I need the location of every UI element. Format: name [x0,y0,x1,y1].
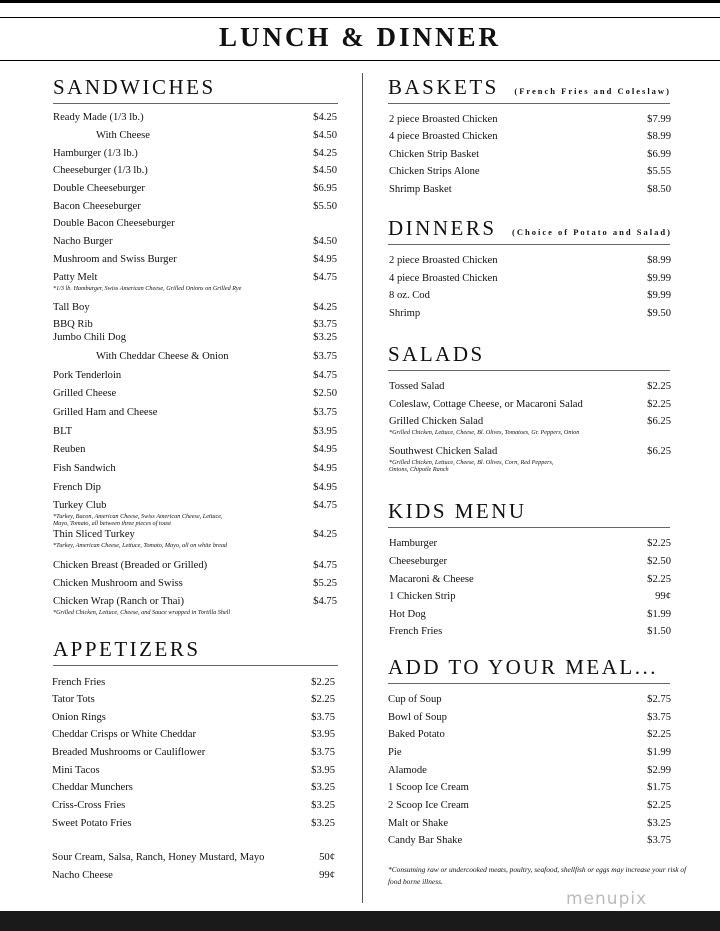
appetizers-item-name: Breaded Mushrooms or Cauliflower [52,747,206,758]
sandwiches-item-name: Double Cheeseburger [53,183,145,194]
sandwiches-heading: SANDWICHES [53,75,216,99]
appetizers-item-name: French Fries [52,677,106,688]
baskets-item-name: 4 piece Broasted Chicken [389,131,498,142]
salads-item-price: $2.25 [647,399,671,410]
kids-rule [388,527,670,528]
appetizers-rule [53,665,338,666]
appetizers-item-name: Nacho Cheese [52,870,113,881]
sandwiches-item-price: $4.50 [313,130,337,141]
sandwiches-item-price: $3.95 [313,426,337,437]
sandwiches-item-name: Chicken Breast (Breaded or Grilled) [53,560,208,571]
addons-item-name: Malt or Shake [388,818,449,829]
addons-item-name: Cup of Soup [388,694,442,705]
addons-item-name: Bowl of Soup [388,712,447,723]
salads-item-name: Tossed Salad [389,381,445,392]
addons-item-name: 2 Scoop Ice Cream [388,800,469,811]
salads-item-note: Onions, Chipotle Ranch [389,466,449,473]
kids-item-name: 1 Chicken Strip [389,591,456,602]
dinners-item-price: $9.99 [647,290,671,301]
dinners-heading [388,216,672,241]
baskets-rule [388,103,670,104]
page-title: LUNCH & DINNER [218,22,501,52]
dinners-item-name: 2 piece Broasted Chicken [389,255,498,266]
watermark-logo: menupix [566,889,648,909]
sandwiches-item-name: Pork Tenderloin [53,370,122,381]
dinners-rule [388,244,670,245]
sandwiches-item-price: $6.95 [313,183,337,194]
baskets-item-price: $7.99 [647,114,671,125]
addons-item-price: $2.99 [647,765,671,776]
addons-item-price: $2.25 [647,800,671,811]
addons-item-name: Alamode [388,765,427,776]
dinners-item-price: $9.50 [647,308,671,319]
kids-item-price: $2.50 [647,556,671,567]
top-border [0,0,720,3]
appetizers-item-name: Criss-Cross Fries [52,800,126,811]
sandwiches-item-price: $3.25 [313,332,337,343]
baskets-item-name: 2 piece Broasted Chicken [389,114,498,125]
dinners-item-name: 4 piece Broasted Chicken [389,273,498,284]
baskets-title: BASKETS [388,75,499,99]
sandwiches-item-note: *Turkey, Bacon, American Cheese, Swiss American Cheese, Lettuce, [53,513,223,520]
sandwiches-item-name: Tall Boy [53,302,90,313]
sandwiches-item-price: $4.95 [313,482,337,493]
appetizers-item-price: $3.25 [311,818,335,829]
salads-item-note: *Grilled Chicken, Lettuce, Cheese, Bl. Olives, Tomatoes, Gr. Peppers, Onion [389,429,580,436]
dinners-subtitle: (Choice of Potato and Salad) [512,227,672,237]
appetizers-item-name: Cheddar Crisps or White Cheddar [52,729,196,740]
addons-item-price: $3.75 [647,835,671,846]
salads-item-name: Coleslaw, Cottage Cheese, or Macaroni Salad [389,399,583,410]
appetizers-heading: APPETIZERS [53,637,201,661]
sandwiches-item-name: With Cheddar Cheese & Onion [96,351,229,362]
salads-item-name: Grilled Chicken Salad [389,416,484,427]
sandwiches-item-name: Turkey Club [53,500,107,511]
kids-item-price: $1.99 [647,609,671,620]
sandwiches-item-name: Chicken Wrap (Ranch or Thai) [53,596,184,607]
sandwiches-item-name: French Dip [53,482,101,493]
sandwiches-item-price: $2.50 [313,388,337,399]
appetizers-item-price: $2.25 [311,694,335,705]
bottom-bar [0,911,720,931]
addons-item-name: Baked Potato [388,729,445,740]
dinners-title: DINNERS [388,216,497,240]
appetizers-item-price: $3.95 [311,729,335,740]
sandwiches-item-name: Fish Sandwich [53,463,116,474]
kids-item-price: $2.25 [647,538,671,549]
salads-item-name: Southwest Chicken Salad [389,446,498,457]
sandwiches-item-note: *Turkey, American Cheese, Lettuce, Tomato, Mayo, all on white bread [53,542,228,549]
sandwiches-item-price: $4.25 [313,148,337,159]
baskets-item-name: Chicken Strip Basket [389,149,480,160]
kids-item-name: French Fries [389,626,443,637]
salads-heading: SALADS [388,342,485,366]
kids-item-name: Macaroni & Cheese [389,574,474,585]
addons-item-price: $1.99 [647,747,671,758]
kids-item-name: Hamburger [389,538,438,549]
appetizers-item-price: $3.25 [311,782,335,793]
sandwiches-item-name: Reuben [53,444,86,455]
sandwiches-item-price: $4.75 [313,596,337,607]
salads-rule [388,370,670,371]
sandwiches-item-name: Bacon Cheeseburger [53,201,141,212]
baskets-item-price: $5.55 [647,166,671,177]
salads-item-price: $6.25 [647,416,671,427]
appetizers-item-name: Mini Tacos [52,765,100,776]
baskets-heading [388,75,671,100]
appetizers-item-price: $3.75 [311,747,335,758]
kids-item-name: Cheeseburger [389,556,448,567]
sandwiches-item-price: $3.75 [313,407,337,418]
addons-item-name: Pie [388,747,402,758]
appetizers-item-name: Tator Tots [52,694,95,705]
dinners-item-name: 8 oz. Cod [389,290,430,301]
sandwiches-item-price: $4.95 [313,254,337,265]
addons-item-price: $2.25 [647,729,671,740]
sandwiches-item-price: $4.75 [313,500,337,511]
sandwiches-item-name: Double Bacon Cheeseburger [53,218,175,229]
kids-item-price: $1.50 [647,626,671,637]
sandwiches-item-name: Patty Melt [53,272,98,283]
baskets-item-price: $6.99 [647,149,671,160]
sandwiches-item-name: Nacho Burger [53,236,113,247]
appetizers-item-name: Cheddar Munchers [52,782,133,793]
kids-item-price: 99¢ [655,591,671,602]
sandwiches-item-price: $3.75 [313,351,337,362]
appetizers-item-price: $3.25 [311,800,335,811]
sandwiches-item-name: Mushroom and Swiss Burger [53,254,177,265]
sandwiches-item-price: $5.25 [313,578,337,589]
sandwiches-item-price: $5.50 [313,201,337,212]
salads-item-price: $6.25 [647,446,671,457]
sandwiches-item-note: *Grilled Chicken, Lettuce, Cheese, and Sauce wrapped in Tortilla Shell [53,609,231,616]
addons-item-name: Candy Bar Shake [388,835,463,846]
baskets-item-price: $8.99 [647,131,671,142]
sandwiches-item-price: $3.75 [313,319,337,330]
kids-item-price: $2.25 [647,574,671,585]
appetizers-item-name: Sweet Potato Fries [52,818,132,829]
sandwiches-item-note: *1/3 lb. Hamburger, Swiss American Cheese, Grilled Onions on Grilled Rye [53,285,242,292]
appetizers-item-price: $3.95 [311,765,335,776]
sandwiches-item-note: Mayo, Tomato, all between three pieces of toast [53,520,171,527]
column-divider [362,73,363,903]
sandwiches-item-price: $4.25 [313,302,337,313]
appetizers-item-name: Onion Rings [52,712,106,723]
sandwiches-item-price: $4.75 [313,370,337,381]
addons-item-price: $2.75 [647,694,671,705]
dinners-item-price: $8.99 [647,255,671,266]
sandwiches-item-name: Jumbo Chili Dog [53,332,126,343]
sandwiches-item-name: Cheeseburger (1/3 lb.) [53,165,148,176]
sandwiches-item-price: $4.50 [313,165,337,176]
salads-item-note: *Grilled Chicken, Lettuce, Cheese, Bl. Olives, Corn, Red Peppers, [389,459,554,466]
kids-heading: KIDS MENU [388,499,527,523]
dinners-item-name: Shrimp [389,308,421,319]
addons-heading: ADD TO YOUR MEAL... [388,655,658,679]
sandwiches-item-name: With Cheese [96,130,150,141]
appetizers-item-name: Sour Cream, Salsa, Ranch, Honey Mustard, Mayo [52,852,265,863]
sandwiches-item-price: $4.75 [313,560,337,571]
sandwiches-item-name: Grilled Ham and Cheese [53,407,158,418]
sandwiches-item-price: $4.75 [313,272,337,283]
baskets-item-price: $8.50 [647,184,671,195]
sandwiches-item-name: BLT [53,426,73,437]
sandwiches-item-name: Chicken Mushroom and Swiss [53,578,183,589]
appetizers-item-price: 99¢ [319,870,335,881]
addons-item-name: 1 Scoop Ice Cream [388,782,469,793]
appetizers-item-price: $2.25 [311,677,335,688]
sandwiches-item-price: $4.25 [313,529,337,540]
sandwiches-item-price: $4.50 [313,236,337,247]
sandwiches-rule [53,103,338,104]
sandwiches-item-price: $4.95 [313,444,337,455]
sandwiches-item-name: Grilled Cheese [53,388,117,399]
baskets-item-name: Shrimp Basket [389,184,452,195]
sandwiches-item-name: Ready Made (1/3 lb.) [53,112,144,123]
sandwiches-item-name: Hamburger (1/3 lb.) [53,148,138,159]
baskets-subtitle: (French Fries and Coleslaw) [514,86,671,96]
addons-item-price: $1.75 [647,782,671,793]
addons-item-price: $3.75 [647,712,671,723]
baskets-item-name: Chicken Strips Alone [389,166,480,177]
sandwiches-item-name: BBQ Rib [53,319,93,330]
appetizers-item-price: 50¢ [319,852,335,863]
appetizers-item-price: $3.75 [311,712,335,723]
sandwiches-item-name: Thin Sliced Turkey [53,529,135,540]
addons-rule [388,683,670,684]
kids-item-name: Hot Dog [389,609,426,620]
sandwiches-item-price: $4.25 [313,112,337,123]
addons-item-price: $3.25 [647,818,671,829]
salads-item-price: $2.25 [647,381,671,392]
dinners-item-price: $9.99 [647,273,671,284]
sandwiches-item-price: $4.95 [313,463,337,474]
health-footnote: *Consuming raw or undercooked meats, poultry, seafood, shellfish or eggs may increase your risk of food borne illness. [388,865,687,886]
